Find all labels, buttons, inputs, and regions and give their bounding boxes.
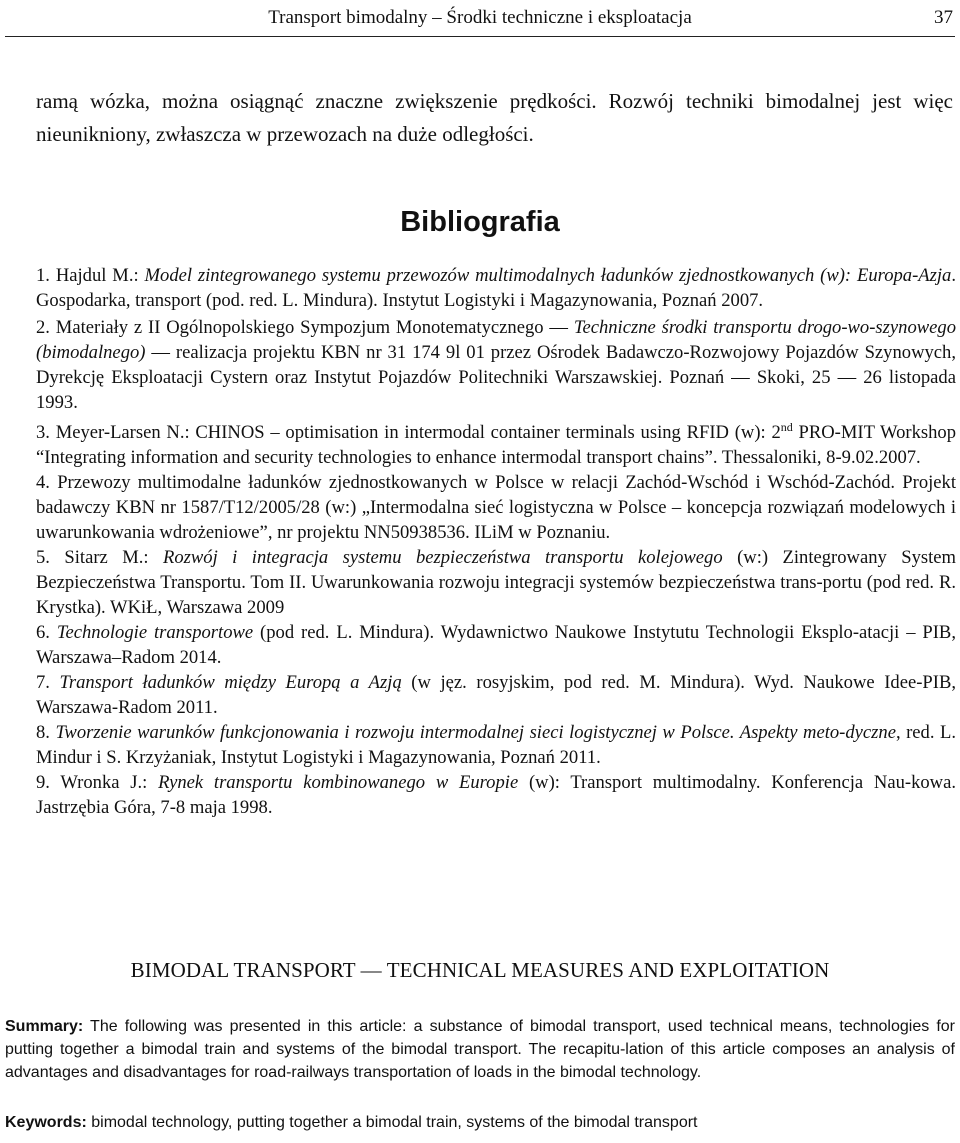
reference-number: 2.: [36, 317, 50, 338]
reference-superscript: nd: [780, 420, 793, 434]
reference-text: Meyer-Larsen N.: CHINOS – optimisation in intermodal container terminals using RFID (w): 2: [55, 422, 781, 443]
reference-item: [36, 720, 956, 770]
reference-title: Rynek transportu kombinowanego w Europie: [158, 772, 519, 793]
reference-number: 5.: [36, 547, 50, 568]
intro-paragraph: ramą wózka, można osiągnąć znaczne zwiększenie prędkości. Rozwój techniki bimodalnej jest więc nieunikniony, zwłaszcza w przewozach na duże odległości.: [36, 89, 953, 146]
page-number: 37: [934, 7, 953, 28]
reference-title: Tworzenie warunków funkcjonowania i rozwoju intermodalnej sieci logistycznej w Polsce. Aspekty meto-dyczne: [55, 722, 896, 743]
reference-item: [36, 415, 956, 470]
summary-text: The following was presented in this article: a substance of bimodal transport, used technical means, technologies for putting together a bimodal train and systems of the bimodal transport. The recapitu-lation of this article composes an analysis of advantages and disadvantages for road-railways transportation of loads in the bimodal technology.: [5, 1018, 955, 1081]
reference-title: Rozwój i integracja systemu bezpieczeństwa transportu kolejowego: [162, 547, 723, 568]
reference-number: 1.: [36, 265, 50, 286]
reference-item: [36, 470, 956, 545]
reference-number: 3.: [36, 422, 50, 443]
reference-number: 6.: [36, 622, 50, 643]
running-header: [5, 7, 955, 37]
summary-label: Summary:: [5, 1018, 84, 1035]
keywords-text: bimodal technology, putting together a bimodal train, systems of the bimodal transport: [86, 1114, 698, 1131]
english-title: BIMODAL TRANSPORT — TECHNICAL MEASURES AND EXPLOITATION: [130, 958, 830, 982]
reference-details: (w jęz. rosyjskim, pod red. M. Mindura). Wyd. Naukowe Idee-PIB, Warszawa-Radom 2011.: [36, 672, 956, 718]
reference-details: . Gospodarka, transport (pod. red. L. Mindura). Instytut Logistyki i Magazynowania, Poznań 2007.: [36, 265, 956, 311]
reference-details: (pod red. L. Mindura). Wydawnictwo Naukowe Instytutu Technologii Eksplo-atacji – PIB, Warszawa–Radom 2014.: [36, 622, 956, 668]
reference-number: 7.: [36, 672, 50, 693]
reference-details: , red. L. Mindur i S. Krzyżaniak, Instytut Logistyki i Magazynowania, Poznań 2011.: [36, 722, 957, 768]
reference-title: Model zintegrowanego systemu przewozów multimodalnych ładunków zjednostkowanych (w): Europa-Azja: [144, 265, 952, 286]
summary-paragraph: [5, 1015, 955, 1084]
reference-text-cont: PRO-MIT Workshop “Integrating information and security technologies to enhance intermodal transport chains”. Thessaloniki, 8-9.02.2007.: [36, 422, 957, 468]
reference-title: Techniczne środki transportu drogo-wo-szynowego (bimodalnego): [36, 317, 956, 363]
running-title: Transport bimodalny – Środki techniczne i eksploatacja: [268, 7, 692, 28]
reference-item: [36, 263, 956, 313]
keywords-label: Keywords:: [5, 1114, 87, 1131]
reference-text: Przewozy multimodalne ładunków zjednostkowanych w Polsce w relacji Zachód-Wschód i Wschód-Zachód. Projekt badawczy KBN nr 1587/T12/2005/28 (w:) „Intermodalna sieć logistyczna w Polsce – koncepcja rozwiązań modelowych i uwarunkowania wdrożeniowe”, nr projektu NN50938536. ILiM w Poznaniu.: [36, 472, 956, 543]
reference-title: Technologie transportowe: [56, 622, 254, 643]
reference-author: Wronka J.:: [60, 772, 159, 793]
reference-number: 4.: [36, 472, 50, 493]
reference-item: [36, 545, 956, 620]
reference-item: [36, 315, 956, 415]
reference-details: (w:) Zintegrowany System Bezpieczeństwa Transportu. Tom II. Uwarunkowania rozwoju integracji systemów bezpieczeństwa trans-portu (pod red. R. Krystka). WKiŁ, Warszawa 2009: [36, 547, 956, 618]
reference-number: 9.: [36, 772, 50, 793]
reference-item: [36, 770, 956, 820]
reference-author: Hajdul M.:: [55, 265, 145, 286]
reference-item: [36, 620, 956, 670]
bibliography-heading: Bibliografia: [400, 206, 560, 238]
bibliography-list: [36, 263, 956, 820]
reference-item: [36, 670, 956, 720]
reference-details: (w): Transport multimodalny. Konferencja Nau-kowa. Jastrzębia Góra, 7-8 maja 1998.: [36, 772, 956, 818]
reference-title: Transport ładunków między Europą a Azją: [59, 672, 402, 693]
keywords-line: [5, 1111, 955, 1134]
reference-author: Materiały z II Ogólnopolskiego Sympozjum Monotematycznego —: [55, 317, 574, 338]
reference-number: 8.: [36, 722, 50, 743]
reference-author: Sitarz M.:: [64, 547, 163, 568]
reference-details: — realizacja projektu KBN nr 31 174 9l 01 przez Ośrodek Badawczo-Rozwojowy Pojazdów Szynowych, Dyrekcję Eksploatacji Cystern oraz Instytut Pojazdów Politechniki Warszawskiej. Poznań — Skoki, 25 — 26 listopada 1993.: [36, 342, 956, 413]
